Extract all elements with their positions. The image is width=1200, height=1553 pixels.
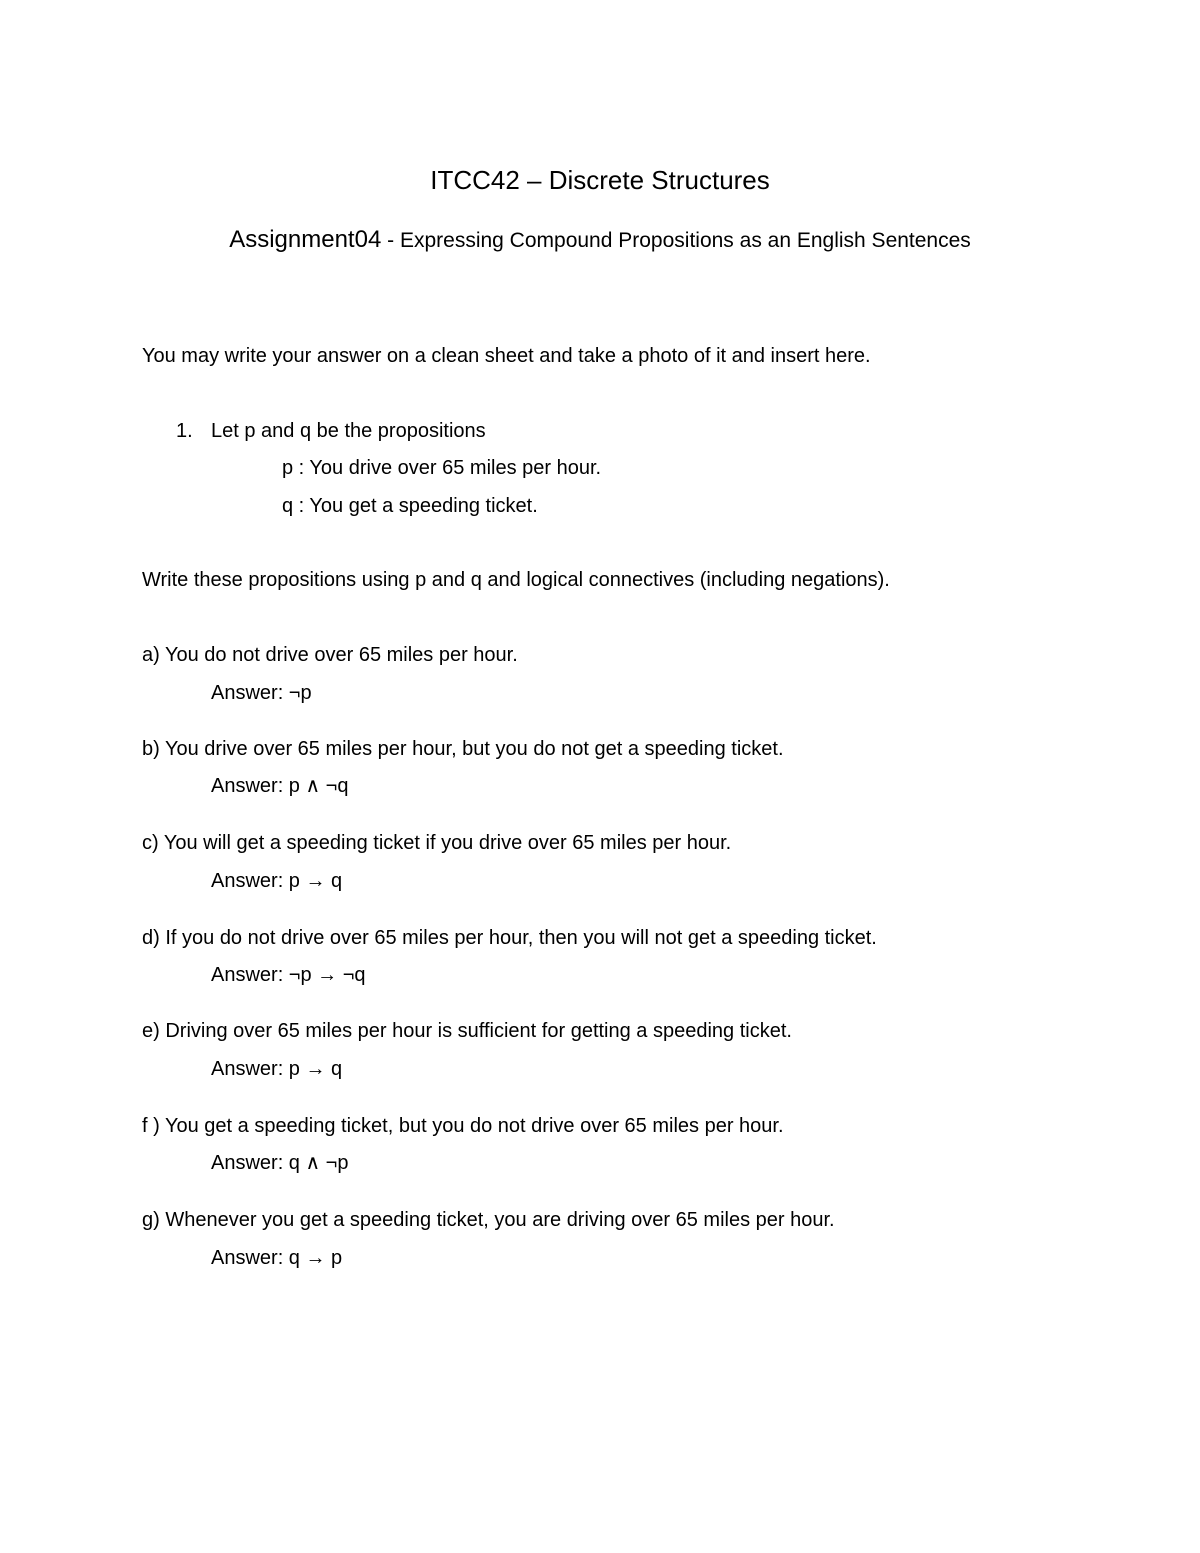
answer-f: Answer: q ∧ ¬p	[211, 1152, 349, 1174]
answer-g: Answer: q → p	[211, 1247, 343, 1269]
answer-c: Answer: p → q	[211, 870, 343, 892]
proposition-p: p : You drive over 65 miles per hour.	[282, 457, 602, 479]
answer-b: Answer: p ∧ ¬q	[211, 775, 349, 797]
question-d: d) If you do not drive over 65 miles per hour, then you will not get a speeding ticket.	[142, 927, 877, 949]
proposition-q: q : You get a speeding ticket.	[282, 495, 538, 517]
question-e: e) Driving over 65 miles per hour is sufficient for getting a speeding ticket.	[142, 1020, 792, 1042]
answer-d: Answer: ¬p → ¬q	[211, 964, 366, 986]
question-a: a) You do not drive over 65 miles per hour.	[142, 644, 518, 666]
document-title: ITCC42 – Discrete Structures	[430, 165, 770, 195]
document-subtitle	[0, 228, 1200, 252]
item-text: Let p and q be the propositions	[211, 420, 486, 442]
subtitle-assignment: Assignment04	[229, 226, 382, 253]
question-g: g) Whenever you get a speeding ticket, you are driving over 65 miles per hour.	[142, 1209, 835, 1231]
question-b: b) You drive over 65 miles per hour, but you do not get a speeding ticket.	[142, 738, 784, 760]
task-text: Write these propositions using p and q and logical connectives (including negations).	[142, 569, 890, 591]
instruction-text: You may write your answer on a clean sheet and take a photo of it and insert here.	[142, 345, 871, 367]
question-f: f ) You get a speeding ticket, but you do not drive over 65 miles per hour.	[142, 1115, 784, 1137]
subtitle-description: - Expressing Compound Propositions as an English Sentences	[381, 229, 971, 252]
answer-e: Answer: p → q	[211, 1058, 343, 1080]
question-c: c) You will get a speeding ticket if you drive over 65 miles per hour.	[142, 832, 732, 854]
answer-a: Answer: ¬p	[211, 682, 312, 704]
item-number: 1.	[176, 420, 193, 442]
